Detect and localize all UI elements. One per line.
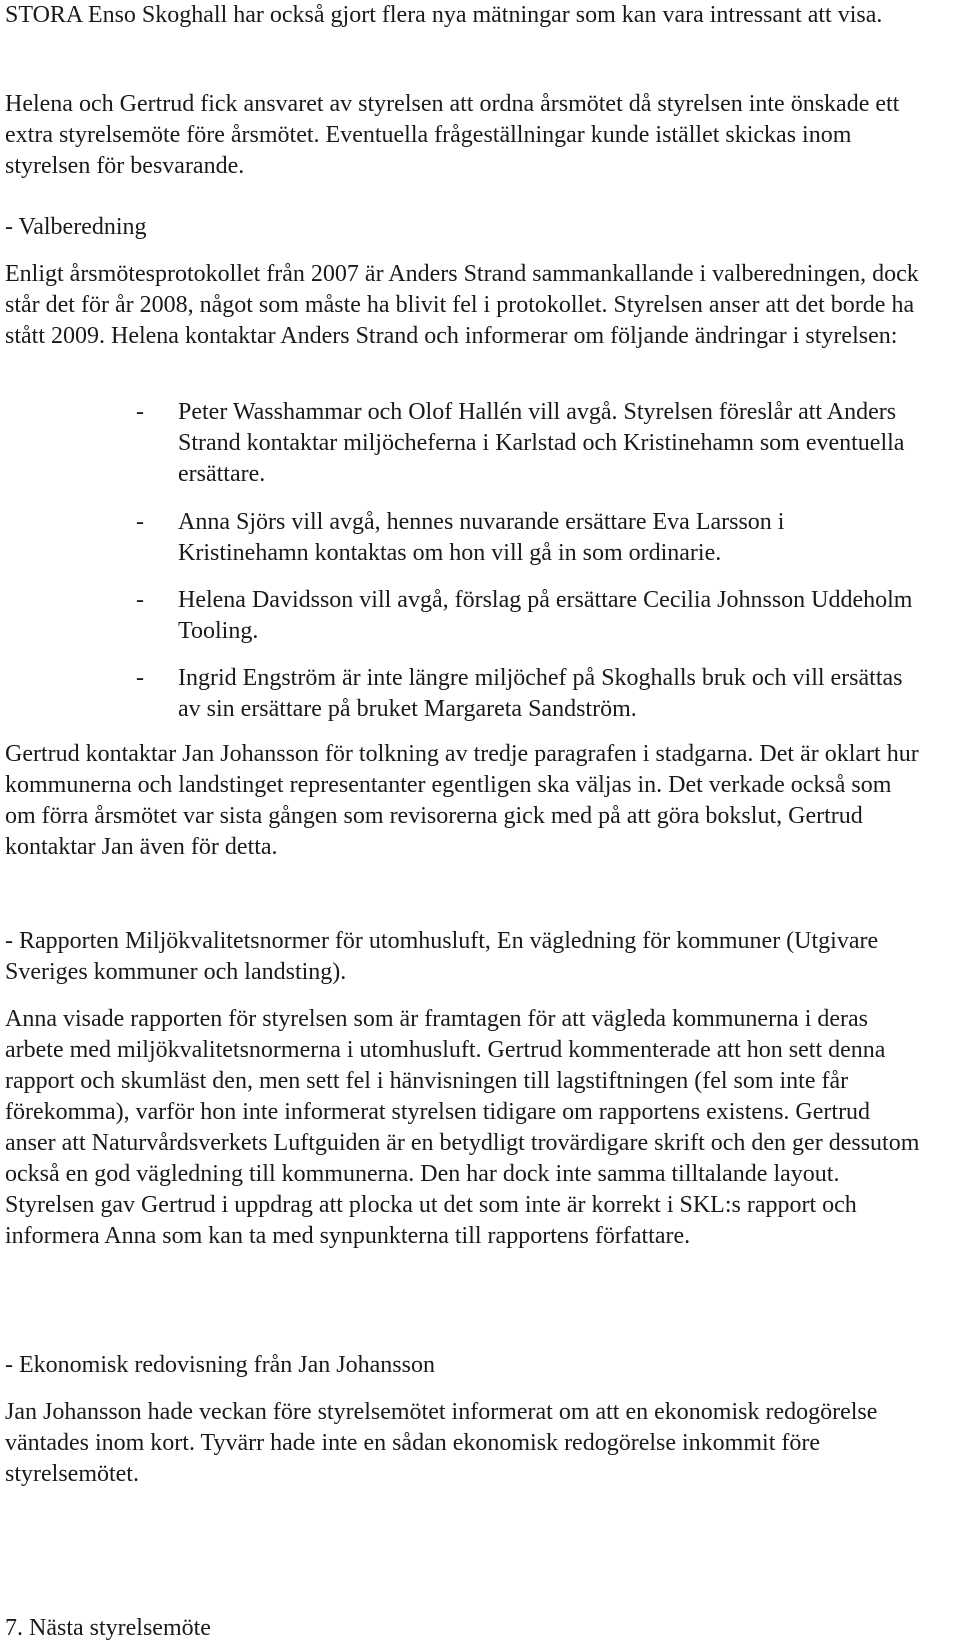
list-item-text: Ingrid Engström är inte längre miljöchef på Skoghalls bruk och vill ersättas av sin ersättare på bruket Margareta Sandström. [178, 665, 903, 722]
next-meeting-heading: 7. Nästa styrelsemöte [5, 1615, 211, 1641]
intro-paragraph-skoghall: STORA Enso Skoghall har också gjort flera nya mätningar som kan vara intressant att visa. [5, 2, 883, 28]
intro-paragraph-arsmote: Helena och Gertrud fick ansvaret av styrelsen att ordna årsmötet då styrelsen inte önskade ett extra styrelsemöte före årsmötet. Eventuella frågeställningar kunde istället skickas inom styrelsen för besvarande. [5, 91, 900, 179]
valberedning-closing-paragraph: Gertrud kontaktar Jan Johansson för tolkning av tredje paragrafen i stadgarna. Det är oklart hur kommunerna och landstinget representanter egentligen ska väljas in. Det verkade också som om förra årsmötet var sista gången som revisorerna gick med på att göra bokslut, Gertrud kontaktar Jan även för detta. [5, 741, 919, 860]
ekonomi-heading: - Ekonomisk redovisning från Jan Johansson [5, 1352, 435, 1378]
rapporten-paragraph: Anna visade rapporten för styrelsen som är framtagen för att vägleda kommunerna i deras arbete med miljökvalitetsnormerna i utomhusluft. Gertrud kommenterade att hon sett denna rapport och skumläst den, men sett fel i hänvisningen till lagstiftningen (fel som inte får förekomma), varför hon inte informerat styrelsen tidigare om rapportens existens. Gertrud anser att Naturvårdsverkets Luftguiden är en betydligt trovärdigare skrift och den ger dessutom också en god vägledning till kommunerna. Den har dock inte samma tilltalande layout. Styrelsen gav Gertrud i uppdrag att plocka ut det som inte är korrekt i SKL:s rapport och informera Anna som kan ta med synpunkterna till rapportens författare. [5, 1006, 920, 1249]
valberedning-paragraph: Enligt årsmötesprotokollet från 2007 är Anders Strand sammankallande i valberedningen, dock står det för år 2008, något som måste ha blivit fel i protokollet. Styrelsen anser att det borde ha stått 2009. Helena kontaktar Anders Strand och informerar om följande ändringar i styrelsen: [5, 261, 919, 349]
list-bullet: - [136, 509, 144, 535]
list-item-text: Helena Davidsson vill avgå, förslag på ersättare Cecilia Johnsson Uddeholm Tooling. [178, 587, 913, 644]
list-bullet: - [136, 665, 144, 691]
list-item-text: Peter Wasshammar och Olof Hallén vill avgå. Styrelsen föreslår att Anders Strand kontaktar miljöcheferna i Karlstad och Kristinehamn som eventuella ersättare. [178, 399, 905, 487]
list-item-text: Anna Sjörs vill avgå, hennes nuvarande ersättare Eva Larsson i Kristinehamn kontaktas om hon vill gå in som ordinarie. [178, 509, 785, 566]
list-bullet: - [136, 399, 144, 425]
list-bullet: - [136, 587, 144, 613]
ekonomi-paragraph: Jan Johansson hade veckan före styrelsemötet informerat om att en ekonomisk redogörelse väntades inom kort. Tyvärr hade inte en sådan ekonomisk redogörelse inkommit före styrelsemötet. [5, 1399, 878, 1487]
rapporten-heading: - Rapporten Miljökvalitetsnormer för utomhusluft, En vägledning för kommuner (Utgivare Sveriges kommuner och landsting). [5, 928, 879, 985]
valberedning-heading: - Valberedning [5, 214, 147, 240]
